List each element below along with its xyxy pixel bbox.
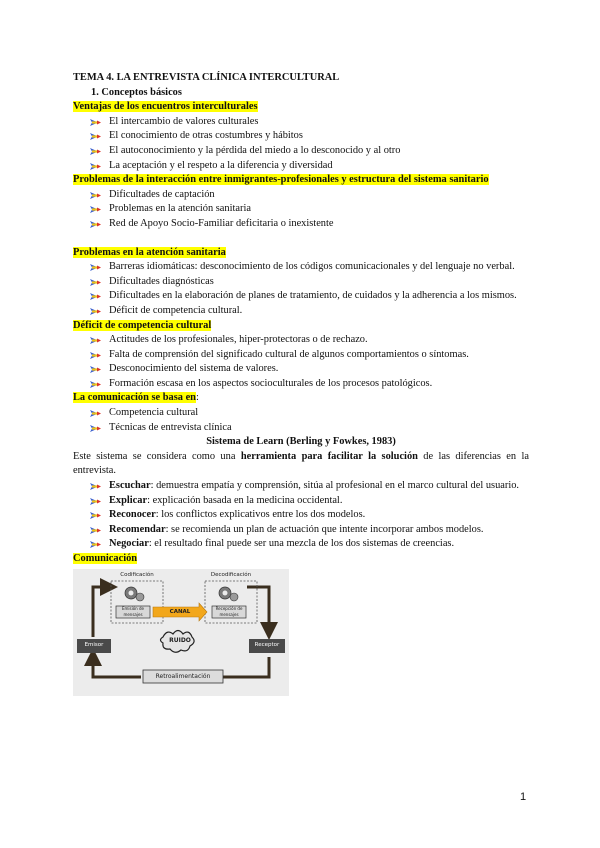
list-item: Técnicas de entrevista clínica [73,421,529,436]
arrow-bullet-icon [90,424,101,433]
list-item: Dificultades diagnósticas [73,275,529,290]
emision-label: Emisión de mensajes [122,605,144,617]
list-item: Barreras idiomáticas: desconocimiento de los códigos comunicacionales y del lenguaje no verbal. [73,260,529,275]
list-item: Desconocimiento del sistema de valores. [73,362,529,377]
codificacion-label: Codificación [120,571,154,578]
arrow-bullet-icon [90,292,101,301]
list-item: Escuchar: demuestra empatía y comprensión, sitúa al profesional en el marco cultural del usuario. [73,479,529,494]
list-item: Falta de comprensión del significado cultural de algunos comportamientos o síntomas. [73,348,529,363]
section-heading-comunicacion-base: La comunicación se basa en: [73,392,199,404]
section-heading-ventajas: Ventajas de los encuentros interculturales [73,101,258,113]
arrow-bullet-icon [90,220,101,229]
decodificacion-label: Decodificación [210,571,252,578]
list-item: Recomendar: se recomienda un plan de actuación que intente incorporar ambos modelos. [73,523,529,538]
emisor-label: Emisor [84,641,104,648]
arrow-bullet-icon [90,307,101,316]
list-item: Negociar: el resultado final puede ser una mezcla de los dos sistemas de creencias. [73,537,529,552]
arrow-bullet-icon [90,380,101,389]
arrow-bullet-icon [90,191,101,200]
receptor-label: Receptor [254,641,280,648]
list-item: Dificultades de captación [73,188,529,203]
arrow-bullet-icon [90,511,101,520]
section-heading-comunicacion: Comunicación [73,553,138,564]
list-item: Problemas en la atención sanitaria [73,202,529,217]
arrow-bullet-icon [90,162,101,171]
document-content [73,71,529,696]
communication-diagram [73,569,289,696]
retroalimentacion-label: Retroalimentación [155,672,211,680]
list-item: El conocimiento de otras costumbres y hábitos [73,129,529,144]
list-item: La aceptación y el respeto a la diferencia y diversidad [73,159,529,174]
list-item: Actitudes de los profesionales, hiper-protectoras o de rechazo. [73,333,529,348]
list-item: Competencia cultural [73,406,529,421]
list-item: Explicar: explicación basada en la medicina occidental. [73,494,529,509]
list-item: El autoconocimiento y la pérdida del miedo a lo desconocido y al otro [73,144,529,159]
section-number-title: 1. Conceptos básicos [91,86,182,98]
list-item: Formación escasa en los aspectos socioculturales de los procesos patológicos. [73,377,529,392]
list-problemas-interaccion [73,188,529,232]
arrow-bullet-icon [90,526,101,535]
list-item: Déficit de competencia cultural. [73,304,529,319]
list-ventajas [73,115,529,173]
list-problemas-atencion [73,260,529,318]
arrow-bullet-icon [90,278,101,287]
learn-intro: Este sistema se considera como una herramienta para facilitar la solución de las diferencias en la entrevista. [73,450,529,477]
list-deficit [73,333,529,391]
arrow-bullet-icon [90,409,101,418]
learn-heading: Sistema de Learn (Berling y Fowkes, 1983) [206,436,396,448]
arrow-bullet-icon [90,351,101,360]
blank-line [73,232,529,246]
list-learn [73,479,529,552]
list-item: Reconocer: los conflictos explicativos entre los dos modelos. [73,508,529,523]
list-item: El intercambio de valores culturales [73,115,529,130]
arrow-bullet-icon [90,497,101,506]
list-item: Dificultades en la elaboración de planes de tratamiento, de cuidados y la adherencia a los mismos. [73,289,529,304]
arrow-bullet-icon [90,540,101,549]
arrow-bullet-icon [90,147,101,156]
list-comunicacion-base [73,406,529,435]
page-number: 1 [520,791,527,803]
arrow-bullet-icon [90,482,101,491]
gear-icon [125,587,144,601]
section-heading-problemas-atencion: Problemas en la atención sanitaria [73,246,226,258]
arrow-bullet-icon [90,336,101,345]
section-heading-deficit: Déficit de competencia cultural [73,319,212,331]
arrow-bullet-icon [90,132,101,141]
document-title: TEMA 4. LA ENTREVISTA CLÍNICA INTERCULTURAL [73,72,340,83]
section-heading-problemas-interaccion: Problemas de la interacción entre inmigrantes-profesionales y estructura del sistema sanitario [73,174,489,186]
arrow-bullet-icon [90,205,101,214]
ruido-label: RUIDO [169,636,191,644]
arrow-bullet-icon [90,263,101,272]
arrow-bullet-icon [90,118,101,127]
canal-label: CANAL [169,608,191,615]
recepcion-label: Recepción de mensajes [215,605,243,617]
list-item: Red de Apoyo Socio-Familiar deficitaria o inexistente [73,217,529,232]
gear-icon [219,587,238,601]
arrow-bullet-icon [90,365,101,374]
